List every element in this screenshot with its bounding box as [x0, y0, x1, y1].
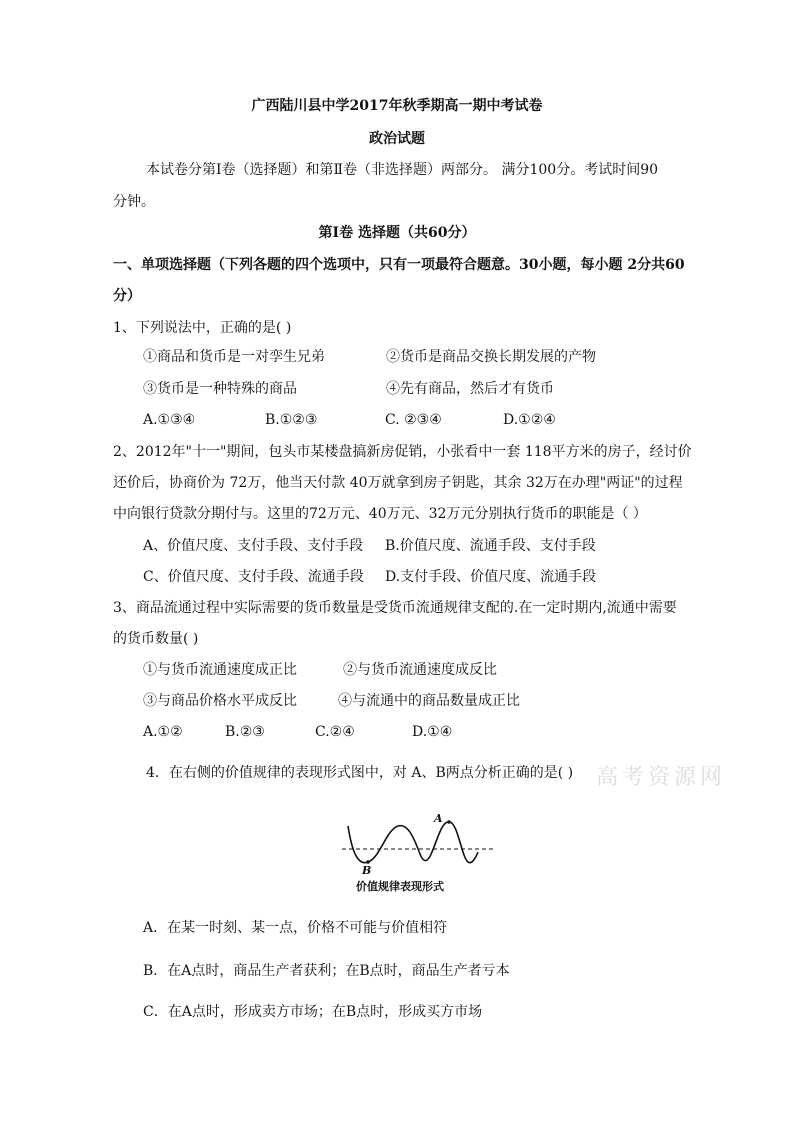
q2-choice-b: B.价值尺度、流通手段、支付手段 [385, 538, 596, 554]
q3-statement-2: ②与货币流通速度成反比 [343, 662, 497, 678]
question-2-stem-line-3: 中向银行贷款分期付与。这里的72万元、40万元、32万元分别执行货币的职能是（ ） [113, 506, 647, 522]
q1-statement-2: ②货币是商品交换长期发展的产物 [386, 349, 596, 365]
point-a-marker [447, 820, 451, 824]
q1-choice-d: D.①②④ [503, 412, 556, 428]
q3-statement-4: ④与流通中的商品数量成正比 [338, 693, 520, 709]
q1-statement-3: ③货币是一种特殊的商品 [143, 381, 297, 397]
question-2-stem-line-1: 2、2012年"十一"期间，包头市某楼盘搞新房促销，小张看中一套 118平方米的房子，经讨价 [113, 444, 692, 460]
q1-statement-1: ①商品和货币是一对孪生兄弟 [143, 349, 325, 365]
figure-caption: 价值规律表现形式 [356, 880, 444, 893]
section-heading: 第Ⅰ卷 选择题（共60分） [318, 225, 476, 241]
q2-choice-d: D.支付手段、价值尺度、流通手段 [385, 569, 597, 585]
question-3-stem-line-2: 的货币数量( ) [113, 631, 199, 647]
exam-title: 广西陆川县中学2017年秋季期高一期中考试卷 [251, 98, 543, 114]
q1-choice-a: A.①③④ [143, 412, 196, 428]
q3-choice-c: C.②④ [315, 724, 355, 740]
q3-statement-3: ③与商品价格水平成反比 [143, 693, 297, 709]
question-4-stem: 4．在右侧的价值规律的表现形式图中，对 A、B两点分析正确的是( ) [146, 765, 574, 781]
q4-choice-a: A．在某一时刻、某一点，价格不可能与价值相符 [143, 920, 448, 936]
q2-choice-a: A、价值尺度、支付手段、支付手段 [143, 538, 364, 554]
intro-text-line-1: 本试卷分第Ⅰ卷（选择题）和第Ⅱ卷（非选择题）两部分。 满分100分。考试时间90 [146, 162, 659, 178]
q3-choice-a: A.①② [143, 724, 183, 740]
q3-statement-1: ①与货币流通速度成正比 [143, 662, 297, 678]
point-b-label: B [362, 864, 372, 877]
subject-title: 政治试题 [369, 131, 425, 147]
q1-choice-b: B.①②③ [265, 412, 318, 428]
price-wave-curve [348, 822, 478, 863]
question-1-stem: 1、下列说法中，正确的是( ) [113, 320, 292, 336]
value-law-figure [338, 812, 498, 898]
q4-choice-b: B．在A点时，商品生产者获利；在B点时，商品生产者亏本 [143, 963, 510, 979]
section-instruction-line-1: 一、单项选择题（下列各题的四个选项中，只有一项最符合题意。30小题，每小题 2分共60 [113, 257, 685, 273]
q3-choice-d: D.①④ [412, 724, 453, 740]
q1-choice-c: C. ②③④ [385, 412, 442, 428]
question-2-stem-line-2: 还价后，协商价为 72万，他当天付款 40万就拿到房子钥匙，其余 32万在办理"两证"的过程 [113, 475, 683, 491]
intro-text-line-2: 分钟。 [113, 194, 155, 210]
q4-choice-c: C．在A点时，形成卖方市场；在B点时，形成买方市场 [143, 1004, 483, 1020]
watermark: 高考资源网 [596, 765, 727, 790]
question-3-stem-line-1: 3、商品流通过程中实际需要的货币数量是受货币流通规律支配的.在一定时期内,流通中需要 [113, 600, 677, 616]
section-instruction-line-2: 分） [113, 288, 141, 304]
q2-choice-c: C、价值尺度、支付手段、流通手段 [143, 569, 364, 585]
q3-choice-b: B.②③ [225, 724, 265, 740]
q1-statement-4: ④先有商品，然后才有货币 [386, 381, 554, 397]
point-a-label: A [434, 812, 443, 825]
